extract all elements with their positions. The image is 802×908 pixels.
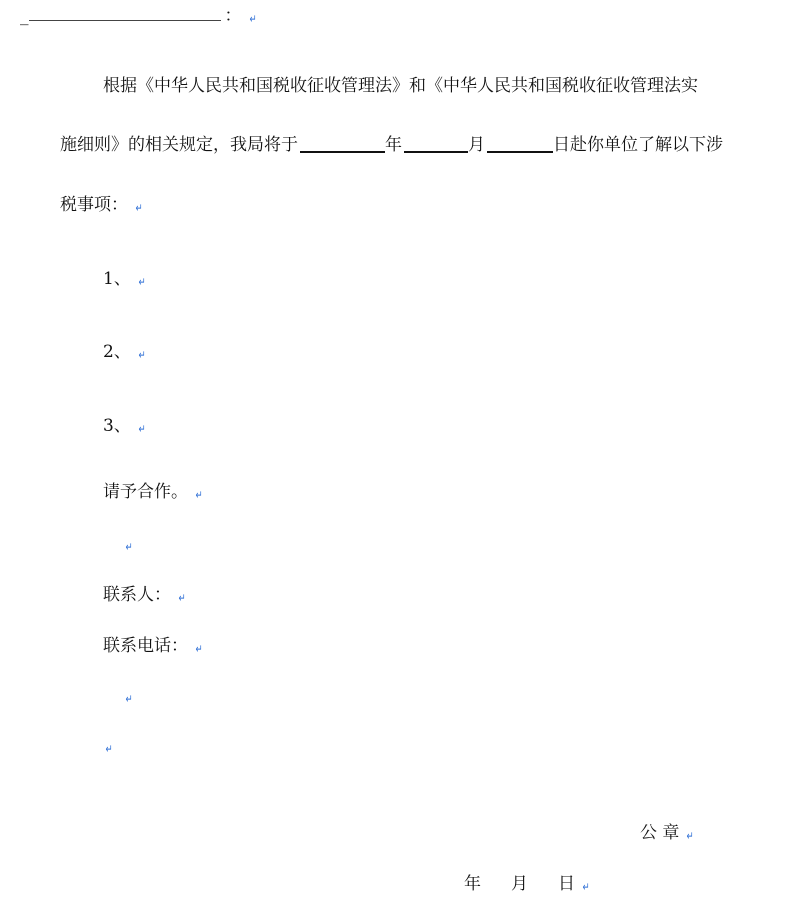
list-item-label: 1、	[103, 269, 131, 289]
year-blank	[300, 133, 385, 153]
seal-label: 公 章	[640, 823, 680, 843]
paragraph-mark-icon: ↵	[686, 829, 694, 843]
year-label: 年	[385, 135, 402, 155]
paragraph-mark-icon: ↵	[249, 12, 257, 26]
contact-phone-line	[103, 634, 204, 661]
paragraph-mark-icon: ↵	[125, 540, 133, 554]
addressee-line	[20, 4, 258, 31]
paragraph-mark-icon: ↵	[195, 642, 203, 656]
cooperate-line	[103, 480, 204, 507]
paragraph-mark-icon: ↵	[138, 275, 146, 289]
paragraph-mark-icon: ↵	[195, 488, 203, 502]
contact-phone-label: 联系电话：	[103, 636, 188, 656]
intro-text-line-3: 税事项：	[60, 195, 128, 215]
addressee-blank	[29, 6, 221, 21]
paragraph-line-3	[60, 193, 144, 220]
paragraph-mark-icon: ↵	[138, 422, 146, 436]
month-blank	[404, 133, 468, 153]
list-item	[103, 267, 147, 294]
day-blank	[487, 133, 553, 153]
date-year-label: 年	[464, 874, 481, 894]
addressee-colon: ：	[224, 6, 242, 26]
paragraph-mark-icon: ↵	[582, 880, 590, 894]
intro-text-line-2: 施细则》的相关规定，我局将于	[60, 135, 298, 155]
cooperate-text: 请予合作。	[103, 482, 188, 502]
contact-person-label: 联系人：	[103, 585, 171, 605]
paragraph-mark-icon: ↵	[138, 348, 146, 362]
intro-text-line-1: 根据《中华人民共和国税收征收管理法》和《中华人民共和国税收征收管理法实	[103, 76, 698, 96]
empty-paragraph	[118, 532, 134, 559]
seal-line	[640, 821, 695, 848]
empty-paragraph	[98, 734, 114, 761]
list-item-label: 2、	[103, 342, 131, 362]
list-item	[103, 414, 147, 441]
empty-paragraph	[118, 684, 134, 711]
date-month-label: 月	[511, 874, 528, 894]
paragraph-mark-icon: ↵	[105, 742, 113, 756]
paragraph-line-2	[60, 133, 723, 157]
paragraph-mark-icon: ↵	[125, 692, 133, 706]
intro-text-line-2-end: 日赴你单位了解以下涉	[553, 135, 723, 155]
date-line	[464, 872, 591, 899]
paragraph-mark-icon: ↵	[178, 591, 186, 605]
paragraph-line-1	[103, 74, 698, 98]
contact-person-line	[103, 583, 187, 610]
month-label: 月	[468, 135, 485, 155]
addressee-prefix: _	[20, 6, 29, 26]
list-item	[103, 340, 147, 367]
list-item-label: 3、	[103, 416, 131, 436]
date-day-label: 日	[558, 874, 575, 894]
paragraph-mark-icon: ↵	[135, 201, 143, 215]
